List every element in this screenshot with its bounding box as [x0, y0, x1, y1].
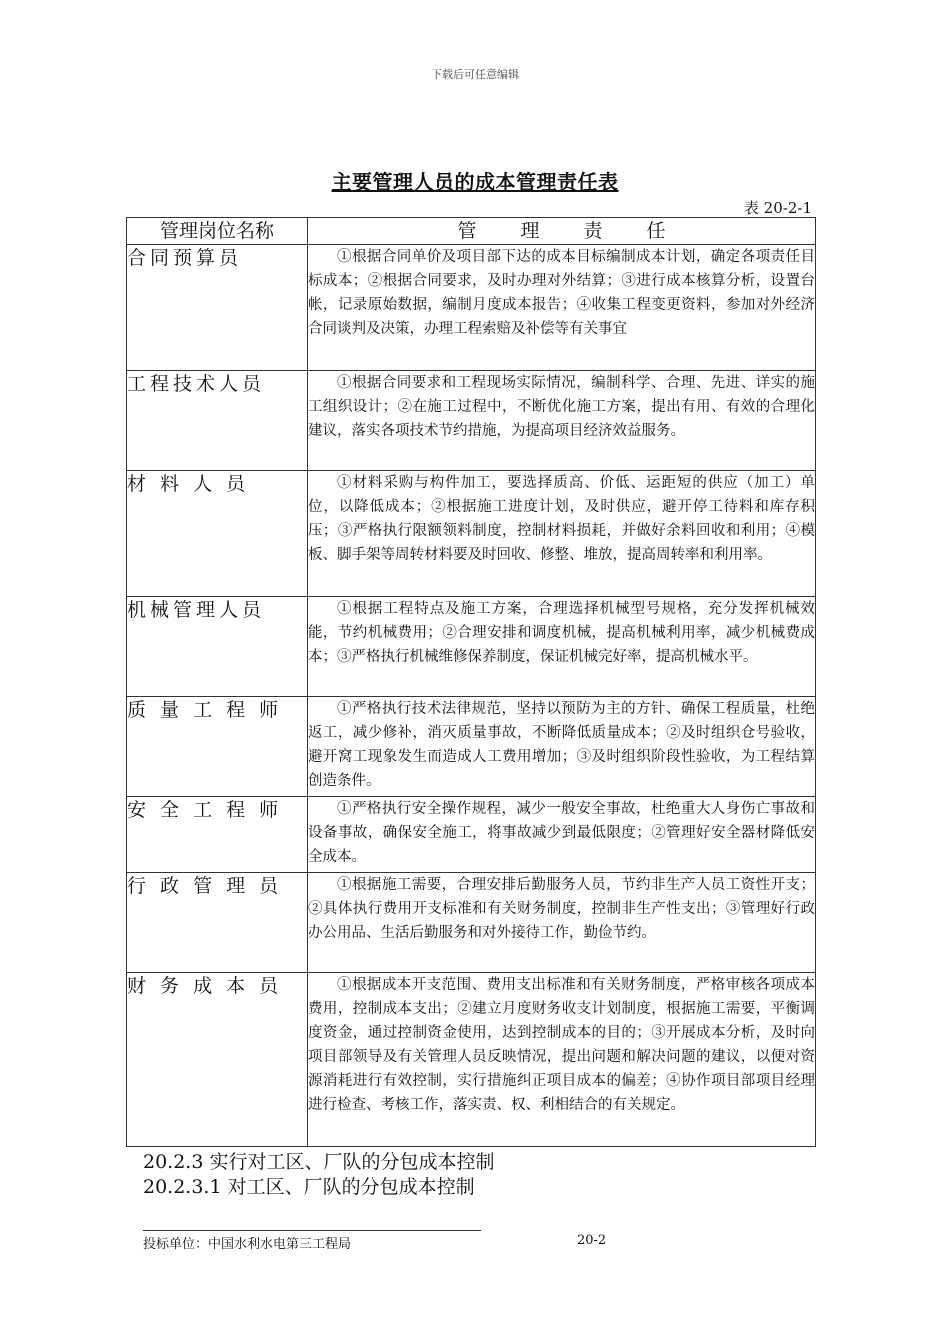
role-cell: 合同预算员 — [127, 245, 308, 371]
responsibility-cell: ①严格执行技术法律规范，坚持以预防为主的方针、确保工程质量，杜绝返工，减少修补，消灭质量事故，不断降低质量成本；②及时组织仓号验收，避开窝工现象发生而造成人工费用增加；③及时组织阶段性验收，为工程结算创造条件。 — [308, 697, 816, 797]
section-heading: 20.2.3 实行对工区、厂队的分包成本控制 — [143, 1151, 495, 1173]
role-cell: 工程技术人员 — [127, 371, 308, 471]
table-row — [127, 597, 816, 697]
footer-bidder: 投标单位：中国水利水电第三工程局 — [143, 1237, 352, 1252]
responsibility-cell: ①根据施工需要，合理安排后勤服务人员，节约非生产人员工资性开支；②具体执行费用开支标准和有关财务制度，控制非生产性支出；③管理好行政办公用品、生活后勤服务和对外接待工作，勤俭节约。 — [308, 873, 816, 973]
role-cell: 行 政 管 理 员 — [127, 873, 308, 973]
role-cell: 机械管理人员 — [127, 597, 308, 697]
responsibility-cell: ①严格执行安全操作规程，减少一般安全事故，杜绝重大人身伤亡事故和设备事故，确保安全施工，将事故减少到最低限度；②管理好安全器材降低安全成本。 — [308, 797, 816, 873]
responsibility-cell: ①根据合同要求和工程现场实际情况，编制科学、合理、先进、详实的施工组织设计；②在施工过程中，不断优化施工方案，提出有用、有效的合理化建议，落实各项技术节约措施，为提高项目经济效益服务。 — [308, 371, 816, 471]
role-cell: 质 量 工 程 师 — [127, 697, 308, 797]
responsibility-table — [126, 217, 816, 1147]
table-row — [127, 471, 816, 597]
responsibility-cell: ①根据成本开支范围、费用支出标准和有关财务制度，严格审核各项成本费用，控制成本支出；②建立月度财务收支计划制度，根据施工需要，平衡调度资金，通过控制资金使用，达到控制成本的目的；③开展成本分析，及时向项目部领导及有关管理人员反映情况，提出问题和解决问题的建议，以便对资源消耗进行有效控制，实行措施纠正项目成本的偏差；④协作项目部项目经理进行检查、考核工作，落实责、权、利相结合的有关规定。 — [308, 973, 816, 1147]
header-note: 下载后可任意编辑 — [431, 68, 519, 81]
table-row — [127, 245, 816, 371]
responsibility-cell: ①材料采购与构件加工，要选择质高、价低、运距短的供应（加工）单位，以降低成本；②根据施工进度计划，及时供应，避开停工待料和库存积压；③严格执行限额领料制度，控制材料损耗，并做好余料回收和利用；④模板、脚手架等周转材料要及时回收、修整、堆放，提高周转率和利用率。 — [308, 471, 816, 597]
role-cell: 安 全 工 程 师 — [127, 797, 308, 873]
footer-divider — [143, 1230, 481, 1231]
table-header-row — [127, 218, 816, 245]
table-row — [127, 873, 816, 973]
responsibility-cell: ①根据工程特点及施工方案，合理选择机械型号规格，充分发挥机械效能，节约机械费用；②合理安排和调度机械，提高机械利用率，减少机械费成本；③严格执行机械维修保养制度，保证机械完好率，提高机械水平。 — [308, 597, 816, 697]
role-cell: 材 料 人 员 — [127, 471, 308, 597]
table-number: 表 20-2-1 — [743, 199, 812, 217]
table-row — [127, 371, 816, 471]
subsection-heading: 20.2.3.1 对工区、厂队的分包成本控制 — [143, 1176, 475, 1198]
document-title: 主要管理人员的成本管理责任表 — [331, 170, 619, 194]
header-responsibility: 管 理 责 任 — [308, 218, 816, 245]
table-row — [127, 973, 816, 1147]
responsibility-cell: ①根据合同单价及项目部下达的成本目标编制成本计划，确定各项责任目标成本；②根据合同要求，及时办理对外结算；③进行成本核算分析，设置台帐，记录原始数据，编制月度成本报告；④收集工程变更资料，参加对外经济合同谈判及决策，办理工程索赔及补偿等有关事宜 — [308, 245, 816, 371]
header-role: 管理岗位名称 — [127, 218, 308, 245]
table-row — [127, 797, 816, 873]
footer-page-number: 20-2 — [577, 1233, 607, 1248]
role-cell: 财 务 成 本 员 — [127, 973, 308, 1147]
table-row — [127, 697, 816, 797]
